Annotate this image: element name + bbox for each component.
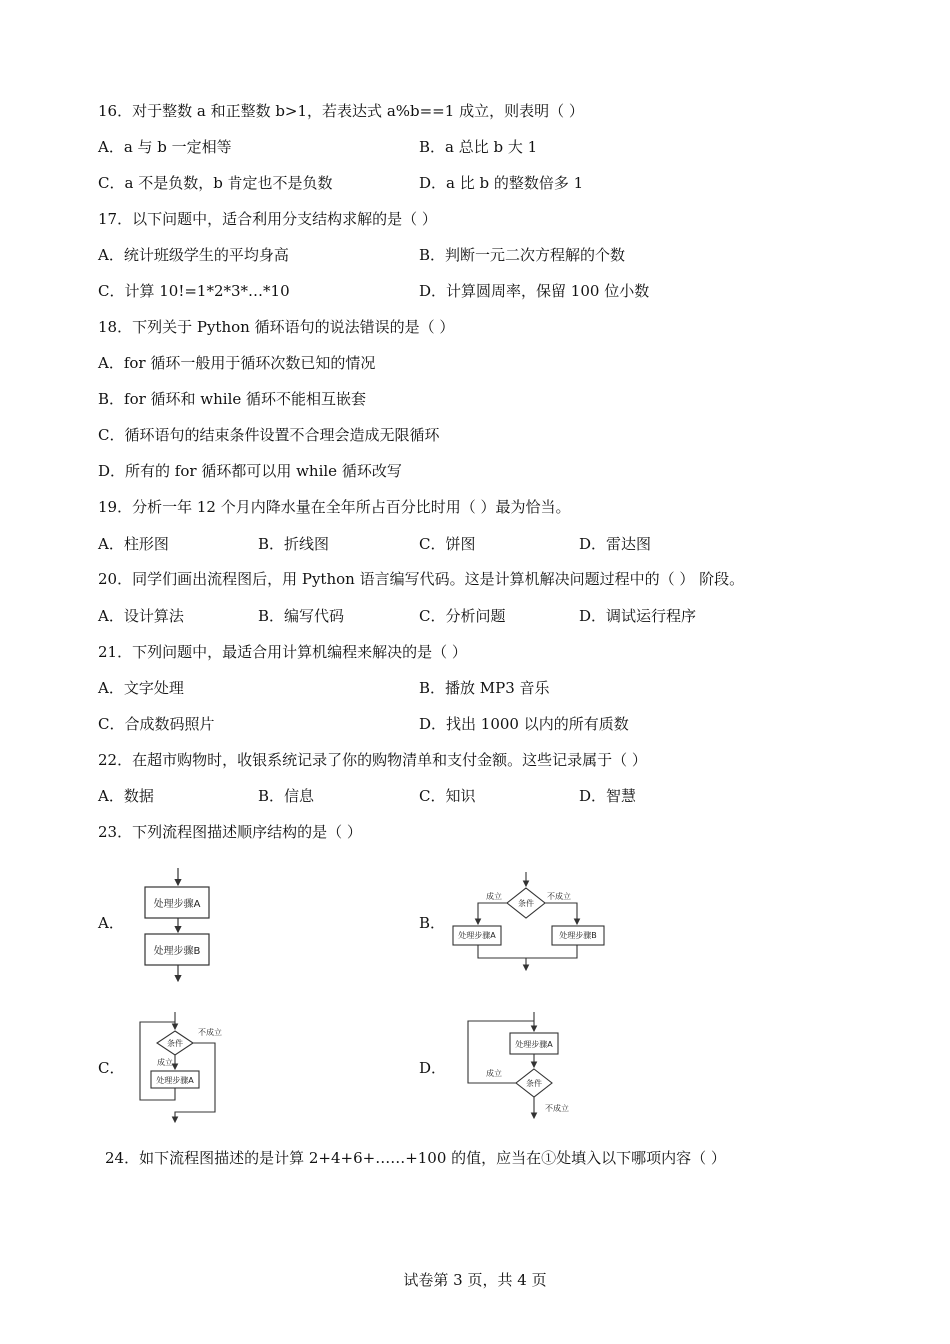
- flowchart-b: [453, 872, 604, 970]
- question-16-option-a: A．a 与 b 一定相等: [98, 138, 232, 156]
- question-23-option-a-label: A．: [98, 914, 124, 932]
- question-23-option-d-label: D．: [419, 1059, 447, 1077]
- flowchart-b-false-label: 不成立: [547, 892, 571, 901]
- question-22-option-b: B．信息: [258, 787, 315, 805]
- question-17-stem: 17．以下问题中，适合利用分支结构求解的是（ ）: [98, 210, 437, 228]
- question-20-option-a: A．设计算法: [98, 607, 184, 625]
- question-17-option-d: D．计算圆周率，保留 100 位小数: [419, 282, 650, 300]
- flowchart-b-condition-text: 条件: [518, 899, 534, 908]
- question-19-option-c: C．饼图: [419, 535, 476, 553]
- question-22-option-d: D．智慧: [579, 787, 637, 805]
- page-footer: 试卷第 3 页，共 4 页: [403, 1271, 547, 1289]
- question-21-option-b: B．播放 MP3 音乐: [419, 679, 550, 697]
- flowchart-b-step-b-text: 处理步骤B: [559, 931, 597, 940]
- flowchart-d: [468, 1012, 558, 1118]
- flowchart-b-true-label: 成立: [486, 892, 502, 901]
- question-23-stem: 23．下列流程图描述顺序结构的是（ ）: [98, 823, 362, 841]
- question-20-option-d: D．调试运行程序: [579, 607, 697, 625]
- question-21-option-a: A．文字处理: [98, 679, 184, 697]
- question-18-option-c: C．循环语句的结束条件设置不合理会造成无限循环: [98, 426, 440, 444]
- flowchart-c-condition-text: 条件: [167, 1039, 183, 1048]
- question-23-option-c-label: C．: [98, 1059, 125, 1077]
- question-17-option-b: B．判断一元二次方程解的个数: [419, 246, 626, 264]
- flowchart-c-step-a-text: 处理步骤A: [156, 1076, 194, 1085]
- question-18-option-b: B．for 循环和 while 循环不能相互嵌套: [98, 390, 367, 408]
- question-20-stem: 20．同学们画出流程图后，用 Python 语言编写代码。这是计算机解决问题过程中的（ ） 阶段。: [98, 570, 745, 588]
- question-22-stem: 22．在超市购物时，收银系统记录了你的购物清单和支付金额。这些记录属于（ ）: [98, 751, 647, 769]
- flowchart-d-false-label: 不成立: [545, 1104, 569, 1113]
- flowchart-d-step-a-text: 处理步骤A: [515, 1040, 553, 1049]
- question-16-option-d: D．a 比 b 的整数倍多 1: [419, 174, 584, 192]
- question-17-option-c: C．计算 10!=1*2*3*…*10: [98, 282, 290, 300]
- question-19-option-b: B．折线图: [258, 535, 330, 553]
- flowchart-a-step-a-text: 处理步骤A: [153, 899, 201, 910]
- flowchart-d-true-label: 成立: [486, 1069, 502, 1078]
- question-17-option-a: A．统计班级学生的平均身高: [98, 246, 289, 264]
- question-23-option-b-label: B．: [419, 914, 446, 932]
- question-18-option-a: A．for 循环一般用于循环次数已知的情况: [98, 354, 376, 372]
- question-22-option-a: A．数据: [98, 787, 154, 805]
- question-16-option-b: B．a 总比 b 大 1: [419, 138, 538, 156]
- question-21-option-c: C．合成数码照片: [98, 715, 215, 733]
- question-21-option-d: D．找出 1000 以内的所有质数: [419, 715, 629, 733]
- question-22-option-c: C．知识: [419, 787, 476, 805]
- flowchart-a: [145, 868, 209, 981]
- question-24-stem: 24．如下流程图描述的是计算 2+4+6+……+100 的值，应当在①处填入以下哪项内容（ ）: [105, 1149, 726, 1167]
- question-20-option-b: B．编写代码: [258, 607, 345, 625]
- flowchart-d-condition-text: 条件: [526, 1079, 542, 1088]
- question-16-option-c: C．a 不是负数，b 肯定也不是负数: [98, 174, 333, 192]
- question-18-option-d: D．所有的 for 循环都可以用 while 循环改写: [98, 462, 402, 480]
- flowchart-a-step-b-text: 处理步骤B: [153, 946, 201, 957]
- question-21-stem: 21．下列问题中，最适合用计算机编程来解决的是（ ）: [98, 643, 467, 661]
- question-19-option-a: A．柱形图: [98, 535, 169, 553]
- question-19-option-d: D．雷达图: [579, 535, 652, 553]
- flowchart-b-step-a-text: 处理步骤A: [458, 931, 496, 940]
- question-20-option-c: C．分析问题: [419, 607, 506, 625]
- question-18-stem: 18．下列关于 Python 循环语句的说法错误的是（ ）: [98, 318, 455, 336]
- flowchart-c-true-label: 成立: [157, 1058, 173, 1067]
- question-16-stem: 16．对于整数 a 和正整数 b>1，若表达式 a%b==1 成立，则表明（ ）: [98, 102, 584, 120]
- flowchart-c-false-label: 不成立: [198, 1028, 222, 1037]
- question-19-stem: 19．分析一年 12 个月内降水量在全年所占百分比时用（ ）最为恰当。: [98, 498, 571, 516]
